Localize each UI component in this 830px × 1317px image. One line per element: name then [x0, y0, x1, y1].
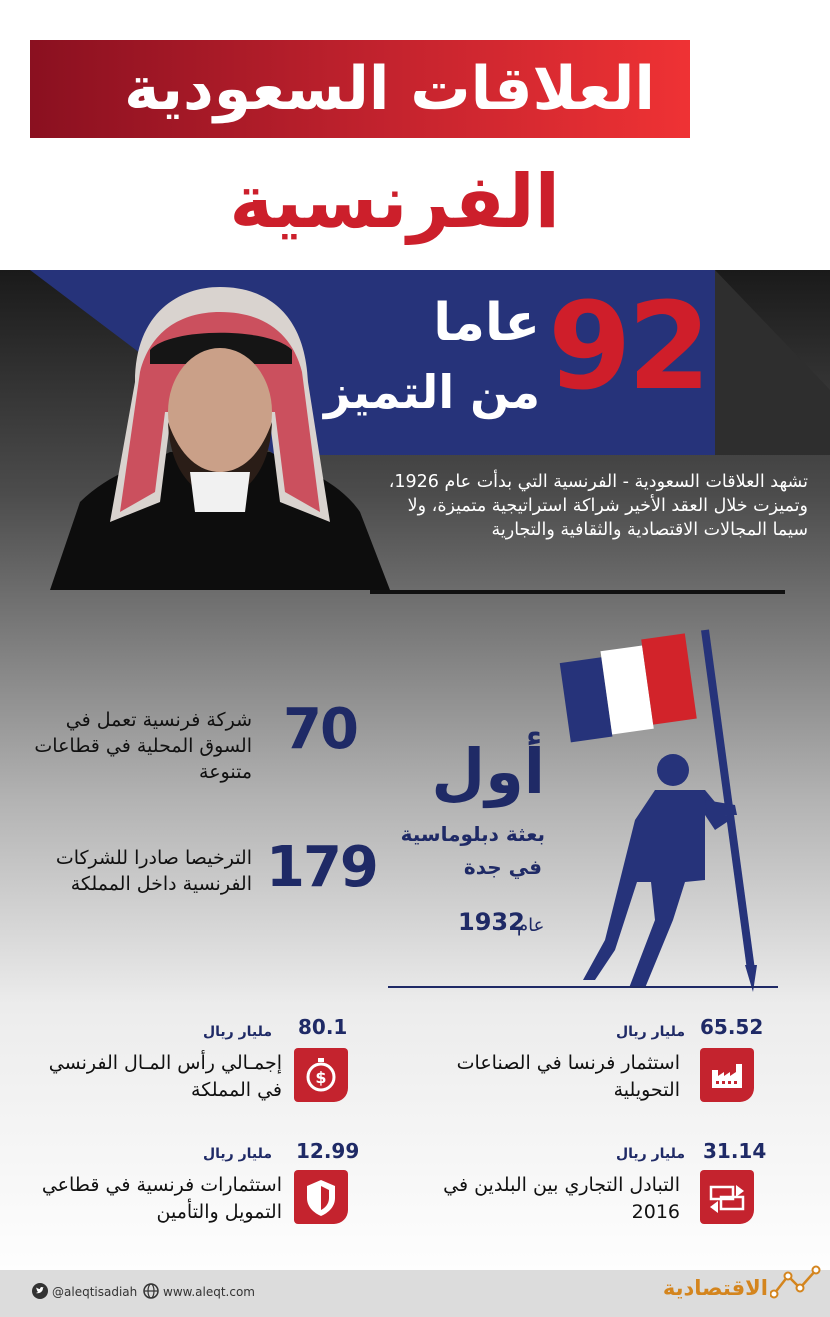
title-line1: العلاقات السعودية [124, 54, 655, 124]
brand-logo: الاقتصادية [662, 1276, 768, 1300]
card-trade-text: التبادل التجاري بين البلدين في 2016 [443, 1174, 680, 1223]
first-mission-line1: بعثة دبلوماسية [400, 822, 545, 846]
card-finance-value: 12.99 [296, 1139, 360, 1163]
year-label: عام [517, 915, 545, 936]
card-capital-unit: مليار ريال [202, 1024, 272, 1040]
years-word: عاما [433, 293, 540, 353]
svg-text:$: $ [315, 1068, 327, 1087]
title-line2: الفرنسية [229, 159, 560, 245]
stat-companies-value: 70 [283, 697, 357, 762]
card-finance-unit: مليار ريال [202, 1146, 272, 1162]
stat-licenses-text: الترخيصا صادرا للشركات الفرنسية داخل المملكة [55, 847, 252, 895]
factory-icon [700, 1048, 754, 1102]
card-trade-value: 31.14 [703, 1139, 767, 1163]
card-trade-unit: مليار ريال [615, 1146, 685, 1162]
card-capital-value: 80.1 [298, 1015, 348, 1039]
card-manufacturing-unit: مليار ريال [615, 1024, 685, 1040]
flag-bearer-icon [555, 620, 765, 1000]
shield-icon [294, 1170, 348, 1224]
twitter-handle[interactable]: @aleqtisadiah [52, 1285, 138, 1299]
gray-strip [715, 270, 830, 455]
money-timer-icon [294, 1048, 348, 1102]
card-capital-text: إجمـالي رأس المـال الفرنسي في المملكة [48, 1052, 282, 1101]
first-mission-word: أول [431, 735, 545, 808]
first-mission-line2: في جدة [463, 855, 542, 879]
exchange-icon [700, 1170, 754, 1224]
card-manufacturing-text: استثمار فرنسا في الصناعات التحويلية [456, 1052, 680, 1101]
website-link[interactable]: www.aleqt.com [163, 1285, 255, 1299]
portrait-image [40, 272, 400, 590]
intro-divider [370, 590, 785, 594]
years-subtitle: من التميز [324, 365, 540, 419]
ground-line [388, 986, 778, 988]
years-number: 92 [548, 278, 707, 417]
twitter-icon [32, 1283, 48, 1299]
card-finance-text: استثمارات فرنسية في قطاعي التمويل والتأمين [41, 1174, 282, 1223]
logo-graph-icon [770, 1262, 826, 1302]
intro-paragraph: تشهد العلاقات السعودية - الفرنسية التي بدأت عام 1926، وتميزت خلال العقد الأخير شراكة استراتيجية متميزة، ولا سيما المجالات الاقتصادية والثقافية والتجارية [388, 472, 808, 540]
year-value: 1932 [458, 908, 525, 936]
stat-licenses-value: 179 [266, 835, 377, 900]
stat-companies-text: شركة فرنسية تعمل في السوق المحلية في قطاعات متنوعة [34, 709, 252, 783]
card-manufacturing-value: 65.52 [700, 1015, 764, 1039]
globe-icon [143, 1283, 159, 1299]
